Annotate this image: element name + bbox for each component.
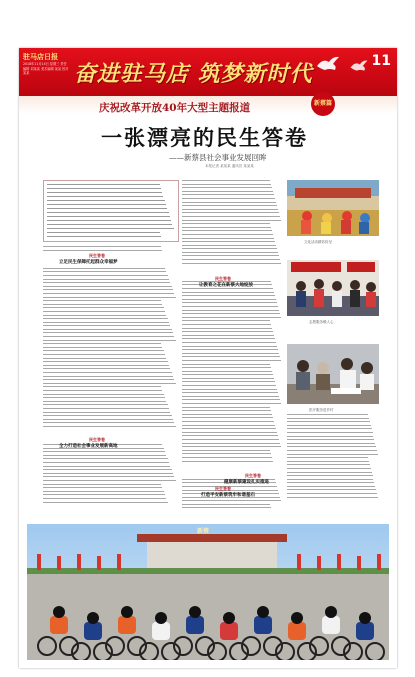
text-line bbox=[43, 469, 172, 470]
text-line bbox=[182, 342, 276, 343]
text-line bbox=[182, 428, 276, 429]
byline: 本报记者 某某某 通讯员 某某某 bbox=[205, 164, 254, 168]
text-line bbox=[182, 464, 282, 476]
text-line bbox=[182, 450, 270, 451]
section-title: 让教育之花在新蔡大地绽放 bbox=[199, 283, 253, 288]
text-line bbox=[287, 479, 373, 480]
text-line bbox=[182, 191, 273, 192]
text-line bbox=[47, 224, 172, 225]
text-line bbox=[287, 472, 372, 473]
text-line bbox=[182, 407, 270, 408]
text-line bbox=[43, 275, 168, 276]
text-line bbox=[182, 396, 279, 397]
text-line bbox=[287, 489, 376, 490]
text-line bbox=[287, 454, 378, 455]
section-tag: 民生答卷 bbox=[215, 486, 231, 491]
text-line bbox=[182, 295, 275, 296]
text-line bbox=[47, 212, 169, 213]
text-line bbox=[47, 228, 174, 229]
photo-cycling-race bbox=[27, 524, 389, 660]
section-title: 打造平安新蔡筑牢和谐基石 bbox=[201, 493, 255, 498]
text-line bbox=[43, 340, 176, 341]
text-line bbox=[287, 436, 373, 437]
text-line bbox=[43, 480, 176, 481]
text-line bbox=[43, 386, 161, 387]
text-line bbox=[287, 497, 378, 498]
text-line bbox=[287, 486, 375, 487]
section-title: 全力打造社会事业发展新高地 bbox=[59, 444, 118, 449]
masthead-meta: 2018年11月14日 星期三 责任编辑 刘某某 美术编辑 某某 校对 某某 bbox=[23, 62, 69, 75]
text-line bbox=[182, 410, 271, 411]
dove-icon bbox=[315, 54, 341, 74]
section-tag: 民生答卷 bbox=[245, 473, 261, 478]
text-line bbox=[43, 390, 162, 391]
page-number: 11 bbox=[371, 53, 391, 69]
text-line bbox=[182, 266, 282, 278]
text-line bbox=[182, 198, 275, 199]
text-line bbox=[182, 292, 274, 293]
text-line bbox=[182, 306, 278, 307]
text-line bbox=[182, 364, 270, 365]
text-line bbox=[43, 268, 165, 269]
text-line bbox=[43, 476, 174, 477]
gate-sign: 新蔡 bbox=[197, 528, 210, 535]
text-line bbox=[182, 205, 277, 206]
text-line bbox=[43, 358, 166, 359]
text-line bbox=[182, 259, 280, 260]
text-line bbox=[182, 360, 281, 361]
text-line bbox=[43, 412, 170, 413]
text-line bbox=[43, 397, 165, 398]
text-line bbox=[43, 394, 164, 395]
text-line bbox=[182, 317, 281, 318]
text-line bbox=[182, 313, 280, 314]
text-line bbox=[182, 371, 272, 372]
left-column-text bbox=[43, 246, 177, 516]
text-line bbox=[182, 353, 279, 354]
text-line bbox=[43, 361, 168, 362]
text-line bbox=[43, 383, 176, 384]
headline: 一张漂亮的民生答卷 bbox=[101, 125, 308, 150]
text-line bbox=[47, 236, 161, 237]
text-line bbox=[182, 392, 278, 393]
text-line bbox=[287, 493, 377, 494]
text-line bbox=[43, 293, 174, 294]
text-line bbox=[43, 401, 166, 402]
text-line bbox=[43, 426, 176, 427]
text-line bbox=[182, 367, 271, 368]
photo-caption: 医疗服务进乡村 bbox=[309, 408, 334, 412]
text-line bbox=[182, 227, 271, 228]
text-line bbox=[43, 466, 170, 467]
text-line bbox=[182, 209, 278, 210]
dove-icon-small bbox=[349, 58, 369, 74]
text-line bbox=[182, 443, 280, 444]
text-line bbox=[182, 328, 272, 329]
text-line bbox=[43, 322, 169, 323]
text-line bbox=[43, 494, 165, 495]
series-title: 庆祝改革开放40年大型主题报道 bbox=[99, 102, 251, 114]
text-line bbox=[287, 468, 371, 469]
text-line bbox=[47, 204, 166, 205]
text-line bbox=[182, 252, 278, 253]
text-line bbox=[43, 458, 168, 459]
section-tag: 民生答卷 bbox=[89, 437, 105, 442]
text-line bbox=[43, 307, 164, 308]
photo-festival bbox=[287, 180, 379, 236]
text-line bbox=[182, 180, 270, 181]
masthead: 驻马店日报 bbox=[23, 53, 58, 61]
text-line bbox=[182, 234, 273, 235]
right-column-text bbox=[287, 414, 379, 514]
text-line bbox=[43, 336, 174, 337]
text-line bbox=[43, 484, 161, 485]
text-line bbox=[287, 464, 370, 465]
text-line bbox=[47, 232, 160, 233]
text-line bbox=[287, 450, 377, 451]
text-line bbox=[182, 320, 270, 321]
text-line bbox=[287, 428, 372, 429]
text-line bbox=[43, 246, 161, 247]
text-line bbox=[47, 196, 163, 197]
text-line bbox=[43, 304, 162, 305]
text-line bbox=[182, 230, 272, 231]
text-line bbox=[43, 329, 172, 330]
text-line bbox=[182, 241, 275, 242]
text-line bbox=[182, 417, 273, 418]
text-line bbox=[43, 325, 170, 326]
text-line bbox=[43, 422, 174, 423]
text-line bbox=[287, 414, 368, 415]
text-line bbox=[43, 408, 169, 409]
text-line bbox=[47, 188, 161, 189]
text-line bbox=[287, 432, 373, 433]
text-line bbox=[43, 343, 161, 344]
text-line bbox=[287, 439, 374, 440]
text-line bbox=[182, 356, 280, 357]
text-line bbox=[43, 347, 162, 348]
section-tag: 民生答卷 bbox=[215, 276, 231, 281]
photo-medical bbox=[287, 344, 379, 404]
text-line bbox=[182, 202, 276, 203]
text-line bbox=[182, 288, 273, 289]
text-line bbox=[182, 421, 274, 422]
text-line bbox=[182, 403, 281, 404]
text-line bbox=[43, 350, 164, 351]
text-line bbox=[182, 194, 274, 195]
lead-text bbox=[47, 184, 175, 240]
text-line bbox=[43, 487, 162, 488]
text-line bbox=[182, 349, 278, 350]
text-line bbox=[182, 223, 270, 224]
text-line bbox=[287, 461, 369, 462]
text-line bbox=[43, 502, 168, 503]
text-line bbox=[43, 368, 170, 369]
text-line bbox=[182, 263, 281, 264]
text-line bbox=[182, 453, 271, 454]
text-line bbox=[43, 332, 173, 333]
text-line bbox=[43, 491, 164, 492]
text-line bbox=[182, 245, 276, 246]
text-line bbox=[182, 435, 278, 436]
text-line bbox=[182, 461, 273, 462]
text-line bbox=[182, 385, 276, 386]
text-line bbox=[287, 482, 374, 483]
text-line bbox=[182, 414, 272, 415]
photo-caption: 志愿服务暖人心 bbox=[309, 320, 334, 324]
text-line bbox=[182, 378, 274, 379]
text-line bbox=[182, 248, 277, 249]
text-line bbox=[182, 446, 281, 447]
text-line bbox=[182, 338, 275, 339]
text-line bbox=[182, 381, 275, 382]
text-line bbox=[182, 212, 279, 213]
text-line bbox=[43, 379, 174, 380]
text-line bbox=[182, 324, 271, 325]
section-tag: 民生答卷 bbox=[89, 253, 105, 258]
text-line bbox=[287, 443, 375, 444]
text-line bbox=[43, 455, 166, 456]
text-line bbox=[47, 220, 171, 221]
text-line bbox=[43, 415, 172, 416]
slogan: 奋进驻马店 筑梦新时代 bbox=[74, 61, 313, 87]
text-line bbox=[182, 457, 272, 458]
text-line bbox=[182, 220, 281, 221]
text-line bbox=[47, 200, 165, 201]
text-line bbox=[43, 286, 172, 287]
text-line bbox=[43, 404, 168, 405]
text-line bbox=[287, 457, 368, 458]
photo-caption: 文化活动精彩纷呈 bbox=[304, 240, 332, 244]
text-line bbox=[182, 389, 277, 390]
text-line bbox=[182, 374, 273, 375]
text-line bbox=[182, 299, 276, 300]
text-line bbox=[43, 271, 166, 272]
middle-column-text bbox=[182, 180, 282, 515]
text-line bbox=[43, 462, 169, 463]
text-line bbox=[287, 446, 376, 447]
text-line bbox=[47, 184, 160, 185]
subheadline: ——新蔡县社会事业发展回眸 bbox=[169, 153, 267, 162]
text-line bbox=[182, 425, 275, 426]
text-line bbox=[43, 289, 173, 290]
text-line bbox=[43, 498, 166, 499]
series-badge: 新蔡篇 bbox=[311, 92, 335, 116]
text-line bbox=[43, 250, 162, 251]
text-line bbox=[43, 315, 166, 316]
text-line bbox=[43, 318, 168, 319]
text-line bbox=[43, 473, 173, 474]
section-title: 健康新蔡建设扎实推进 bbox=[224, 480, 269, 485]
text-line bbox=[182, 335, 274, 336]
text-line bbox=[287, 475, 373, 476]
text-line bbox=[182, 255, 279, 256]
text-line bbox=[182, 346, 277, 347]
text-line bbox=[43, 451, 165, 452]
text-line bbox=[182, 507, 271, 508]
text-line bbox=[182, 500, 281, 501]
text-line bbox=[47, 216, 170, 217]
text-line bbox=[43, 376, 173, 377]
lead-paragraph-box bbox=[43, 180, 179, 242]
text-line bbox=[43, 300, 161, 301]
text-line bbox=[43, 430, 177, 442]
text-line bbox=[287, 418, 369, 419]
text-line bbox=[182, 432, 277, 433]
text-line bbox=[287, 425, 371, 426]
text-line bbox=[287, 421, 370, 422]
text-line bbox=[43, 365, 169, 366]
page-banner bbox=[19, 48, 397, 96]
text-line bbox=[43, 279, 169, 280]
text-line bbox=[182, 216, 280, 217]
text-line bbox=[43, 419, 173, 420]
text-line bbox=[182, 399, 280, 400]
text-line bbox=[182, 184, 271, 185]
section-title: 立足民生保障托起群众幸福梦 bbox=[59, 260, 118, 265]
text-line bbox=[182, 187, 272, 188]
text-line bbox=[47, 208, 167, 209]
text-line bbox=[182, 331, 273, 332]
text-line bbox=[182, 504, 270, 505]
text-line bbox=[43, 282, 170, 283]
photo-volunteers bbox=[287, 260, 379, 316]
text-line bbox=[43, 311, 165, 312]
text-line bbox=[182, 238, 274, 239]
text-line bbox=[47, 192, 162, 193]
text-line bbox=[182, 310, 279, 311]
text-line bbox=[182, 439, 279, 440]
text-line bbox=[43, 372, 172, 373]
text-line bbox=[182, 302, 277, 303]
text-line bbox=[43, 354, 165, 355]
newspaper-page bbox=[19, 48, 397, 668]
text-line bbox=[43, 297, 176, 298]
